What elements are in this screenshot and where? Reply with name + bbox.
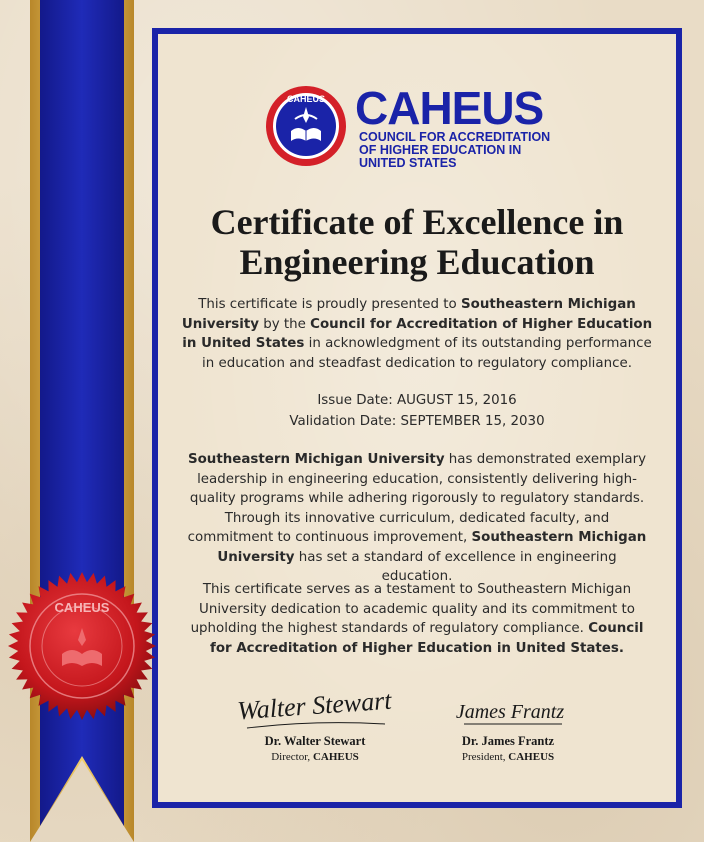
caheus-emblem-icon (265, 85, 347, 167)
signer-role: President, CAHEUS (461, 751, 555, 763)
dates-block (180, 390, 654, 432)
certificate-title: Certificate of Excellence in Engineering Education (210, 202, 624, 282)
validation-date: Validation Date: SEPTEMBER 15, 2030 (289, 414, 545, 429)
certificate-panel (152, 28, 682, 808)
signer-name: Dr. Walter Stewart (264, 734, 366, 748)
testament-paragraph: This certificate serves as a testament to Southeastern Michigan University dedication to academic quality and its commitment to upholding the highest standards of regulatory compliance. Council for Accreditation of Higher Education in United States. (190, 582, 644, 656)
signature-walter-stewart (235, 684, 395, 732)
logo-name: CAHEUS (355, 82, 544, 134)
signature-block-president (428, 684, 588, 763)
signature-block-director (235, 684, 395, 763)
svg-text:Walter Stewart: Walter Stewart (236, 685, 393, 726)
presentation-paragraph: This certificate is proudly presented to Southeastern Michigan University by the Council for Accreditation of Higher Education in United States in acknowledgment of its outstanding performance in education and steadfast dedication to regulatory compliance. (181, 297, 653, 371)
svg-text:James Frantz: James Frantz (455, 701, 565, 723)
signature-james-frantz (428, 684, 588, 732)
signer-role: Director, CAHEUS (271, 751, 359, 763)
caheus-logo (265, 82, 565, 171)
svg-text:CAHEUS: CAHEUS (286, 94, 326, 104)
achievement-paragraph: Southeastern Michigan University has demonstrated exemplary leadership in engineering education, consistently delivering high-quality programs while adhering rigorously to regulatory standards. Through its innovative curriculum, dedicated faculty, and commitment to continuous improvement, Southeastern Michigan University has set a standard of excellence in engineering education. (187, 452, 647, 584)
logo-tagline: COUNCIL FOR ACCREDITATION OF HIGHER EDUCATION IN UNITED STATES (359, 130, 551, 170)
issue-date: Issue Date: AUGUST 15, 2016 (317, 393, 517, 408)
svg-text:CAHEUS: CAHEUS (54, 600, 110, 615)
red-wax-seal (6, 570, 158, 722)
signer-name: Dr. James Frantz (461, 734, 555, 748)
